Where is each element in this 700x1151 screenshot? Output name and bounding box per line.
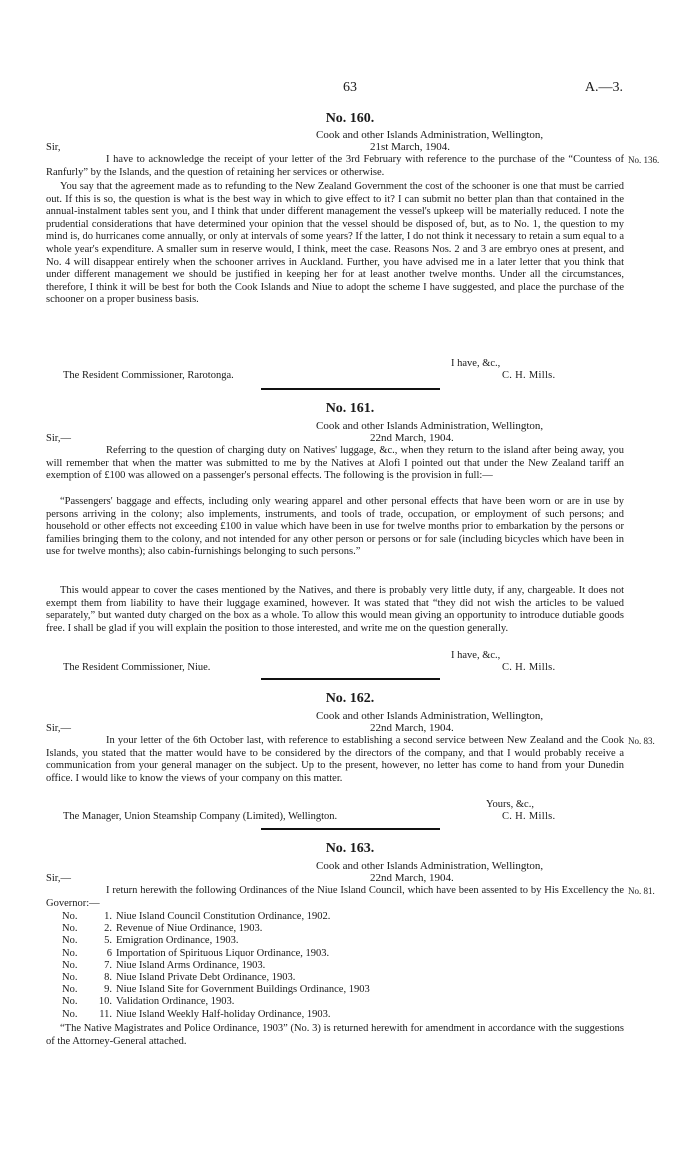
letter-number: No. 162. — [325, 691, 375, 706]
margin-reference: No. 81. — [628, 886, 655, 896]
page-number: 63 — [343, 80, 357, 95]
paragraph: You say that the agreement made as to refunding to the New Zealand Government the cost of the schooner is one that must be carried out. If this is so, the question is what is the best way in which to give effect to it? I can submit no better plan than that contained in the annual-instalment tables sent you, and I think that under different management the vessel's upkeep will be materially reduced. I note the prudential considerations that have determined your opinion that the vessel should be disposed of, but, as to No. 1, the question to my mind is, do hurricanes come annually, or only at intervals of some years? If the latter, I do not think it necessary to retain a sum equal to a whole year's expenditure. A smaller sum in reserve would, I think, meet the case. Reasons Nos. 2 and 3 are embryo ones at present, and No. 4 will disappear entirely when the schooner arrives in Auckland. Further, you have advised me in a later letter that you think that under different management we should be justified in keeping her for at least another twelve months. Under all the circumstances, therefore, I think it will be best for both the Cook Islands and Niue to adopt the scheme I have suggested, and place the purchase of the schooner on a proper business basis. — [46, 181, 624, 306]
closing: I have, &c., — [451, 650, 501, 661]
paragraph: In your letter of the 6th October last, with reference to establishing a second service between New Zealand and the Cook Islands, you stated that the matter would have to be considered by the directors of the company, and that I would probably receive a communication from your general manager on the subject. Up to the present, however, no letter has come to hand from your Dunedin office. I would like to know the views of your company on this matter. — [46, 735, 624, 784]
salutation: Sir,— — [46, 433, 71, 444]
closing: I have, &c., — [451, 358, 501, 369]
salutation: Sir, — [46, 142, 61, 153]
addressee: The Resident Commissioner, Niue. — [63, 662, 211, 673]
ordinance-list — [62, 911, 370, 1021]
letter-number: No. 161. — [325, 401, 375, 416]
signature: C. H. Mills. — [502, 662, 556, 673]
signature: C. H. Mills. — [502, 811, 556, 822]
paragraph: Referring to the question of charging duty on Natives' luggage, &c., when they return to the island after being away, you will remember that when the matter was submitted to me by the Natives at Alofi I pointed out that under the New Zealand tariff an exemption of £100 was allowed on a passenger's personal effects. The following is the provision in full:— — [46, 445, 624, 482]
margin-reference: No. 136. — [628, 155, 660, 165]
paragraph: I have to acknowledge the receipt of your letter of the 3rd February with reference to the purchase of the “Countess of Ranfurly” by the Islands, and the question of retaining her services or otherwise. — [46, 154, 624, 178]
addressee: The Manager, Union Steamship Company (Limited), Wellington. — [63, 811, 338, 822]
section-divider — [261, 828, 440, 830]
list-item: No. 2. Revenue of Niue Ordinance, 1903. — [62, 923, 263, 935]
letter-origin: Cook and other Islands Administration, Wellington, — [316, 710, 544, 722]
salutation: Sir,— — [46, 723, 71, 734]
letter-origin: Cook and other Islands Administration, Wellington, — [316, 420, 544, 432]
letter-number: No. 163. — [325, 841, 375, 856]
paper-reference: A.—3. — [584, 80, 623, 95]
letter-number: No. 160. — [325, 111, 375, 126]
list-item: No. 10. Validation Ordinance, 1903. — [62, 996, 235, 1008]
paragraph: “The Native Magistrates and Police Ordinance, 1903” (No. 3) is returned herewith for amendment in accordance with the suggestions of the Attorney-General attached. — [46, 1023, 624, 1047]
list-item: No. 1. Niue Island Council Constitution Ordinance, 1902. — [62, 911, 331, 922]
closing: Yours, &c., — [486, 799, 534, 810]
list-item: No. 5. Emigration Ordinance, 1903. — [62, 935, 239, 947]
list-item: No. 8. Niue Island Private Debt Ordinance, 1903. — [62, 972, 296, 984]
section-divider — [261, 388, 440, 390]
letter-date: 22nd March, 1904. — [370, 432, 454, 444]
letter-date: 22nd March, 1904. — [370, 872, 454, 884]
letter-origin: Cook and other Islands Administration, Wellington, — [316, 129, 544, 141]
addressee: The Resident Commissioner, Rarotonga. — [63, 370, 234, 381]
paragraph: This would appear to cover the cases mentioned by the Natives, and there is probably very little duty, if any, chargeable. It does not exempt them from liability to have their luggage examined, however. It was stated that “they did not wish the articles to be valued separately,” but wanted duty charged on the box as a whole. To allow this would mean giving an opportunity to introduce dutiable goods free. I shall be glad if you will explain the position to those interested, and write me on the question generally. — [46, 585, 624, 634]
margin-reference: No. 83. — [628, 736, 655, 746]
list-item: No. 7. Niue Island Arms Ordinance, 1903. — [62, 959, 266, 971]
signature: C. H. Mills. — [502, 370, 556, 381]
salutation: Sir,— — [46, 873, 71, 884]
paragraph: “Passengers' baggage and effects, including only wearing apparel and other personal effects that have been worn or are in use by persons arriving in the colony; also implements, instruments, and tools of trade, occupation, or employment of such persons; and household or other effects not exceeding £100 in value which have been in use for twelve months prior to embarkation by the persons or families bringing them to the colony, and not intended for any other person or persons or for sale (including bicycles which have been in use for twelve months); also cabin-furnishings belonging to such persons.” — [46, 496, 624, 558]
list-item: No. 11. Niue Island Weekly Half-holiday Ordinance, 1903. — [62, 1008, 331, 1020]
list-item: No. 9. Niue Island Site for Government Buildings Ordinance, 1903 — [62, 984, 370, 996]
section-divider — [261, 678, 440, 680]
paragraph: I return herewith the following Ordinances of the Niue Island Council, which have been assented to by His Excellency the Governor:— — [46, 885, 624, 909]
letter-origin: Cook and other Islands Administration, Wellington, — [316, 860, 544, 872]
list-item: No. 6 Importation of Spirituous Liquor Ordinance, 1903. — [62, 947, 330, 959]
letter-date: 21st March, 1904. — [370, 141, 451, 153]
letter-date: 22nd March, 1904. — [370, 722, 454, 734]
